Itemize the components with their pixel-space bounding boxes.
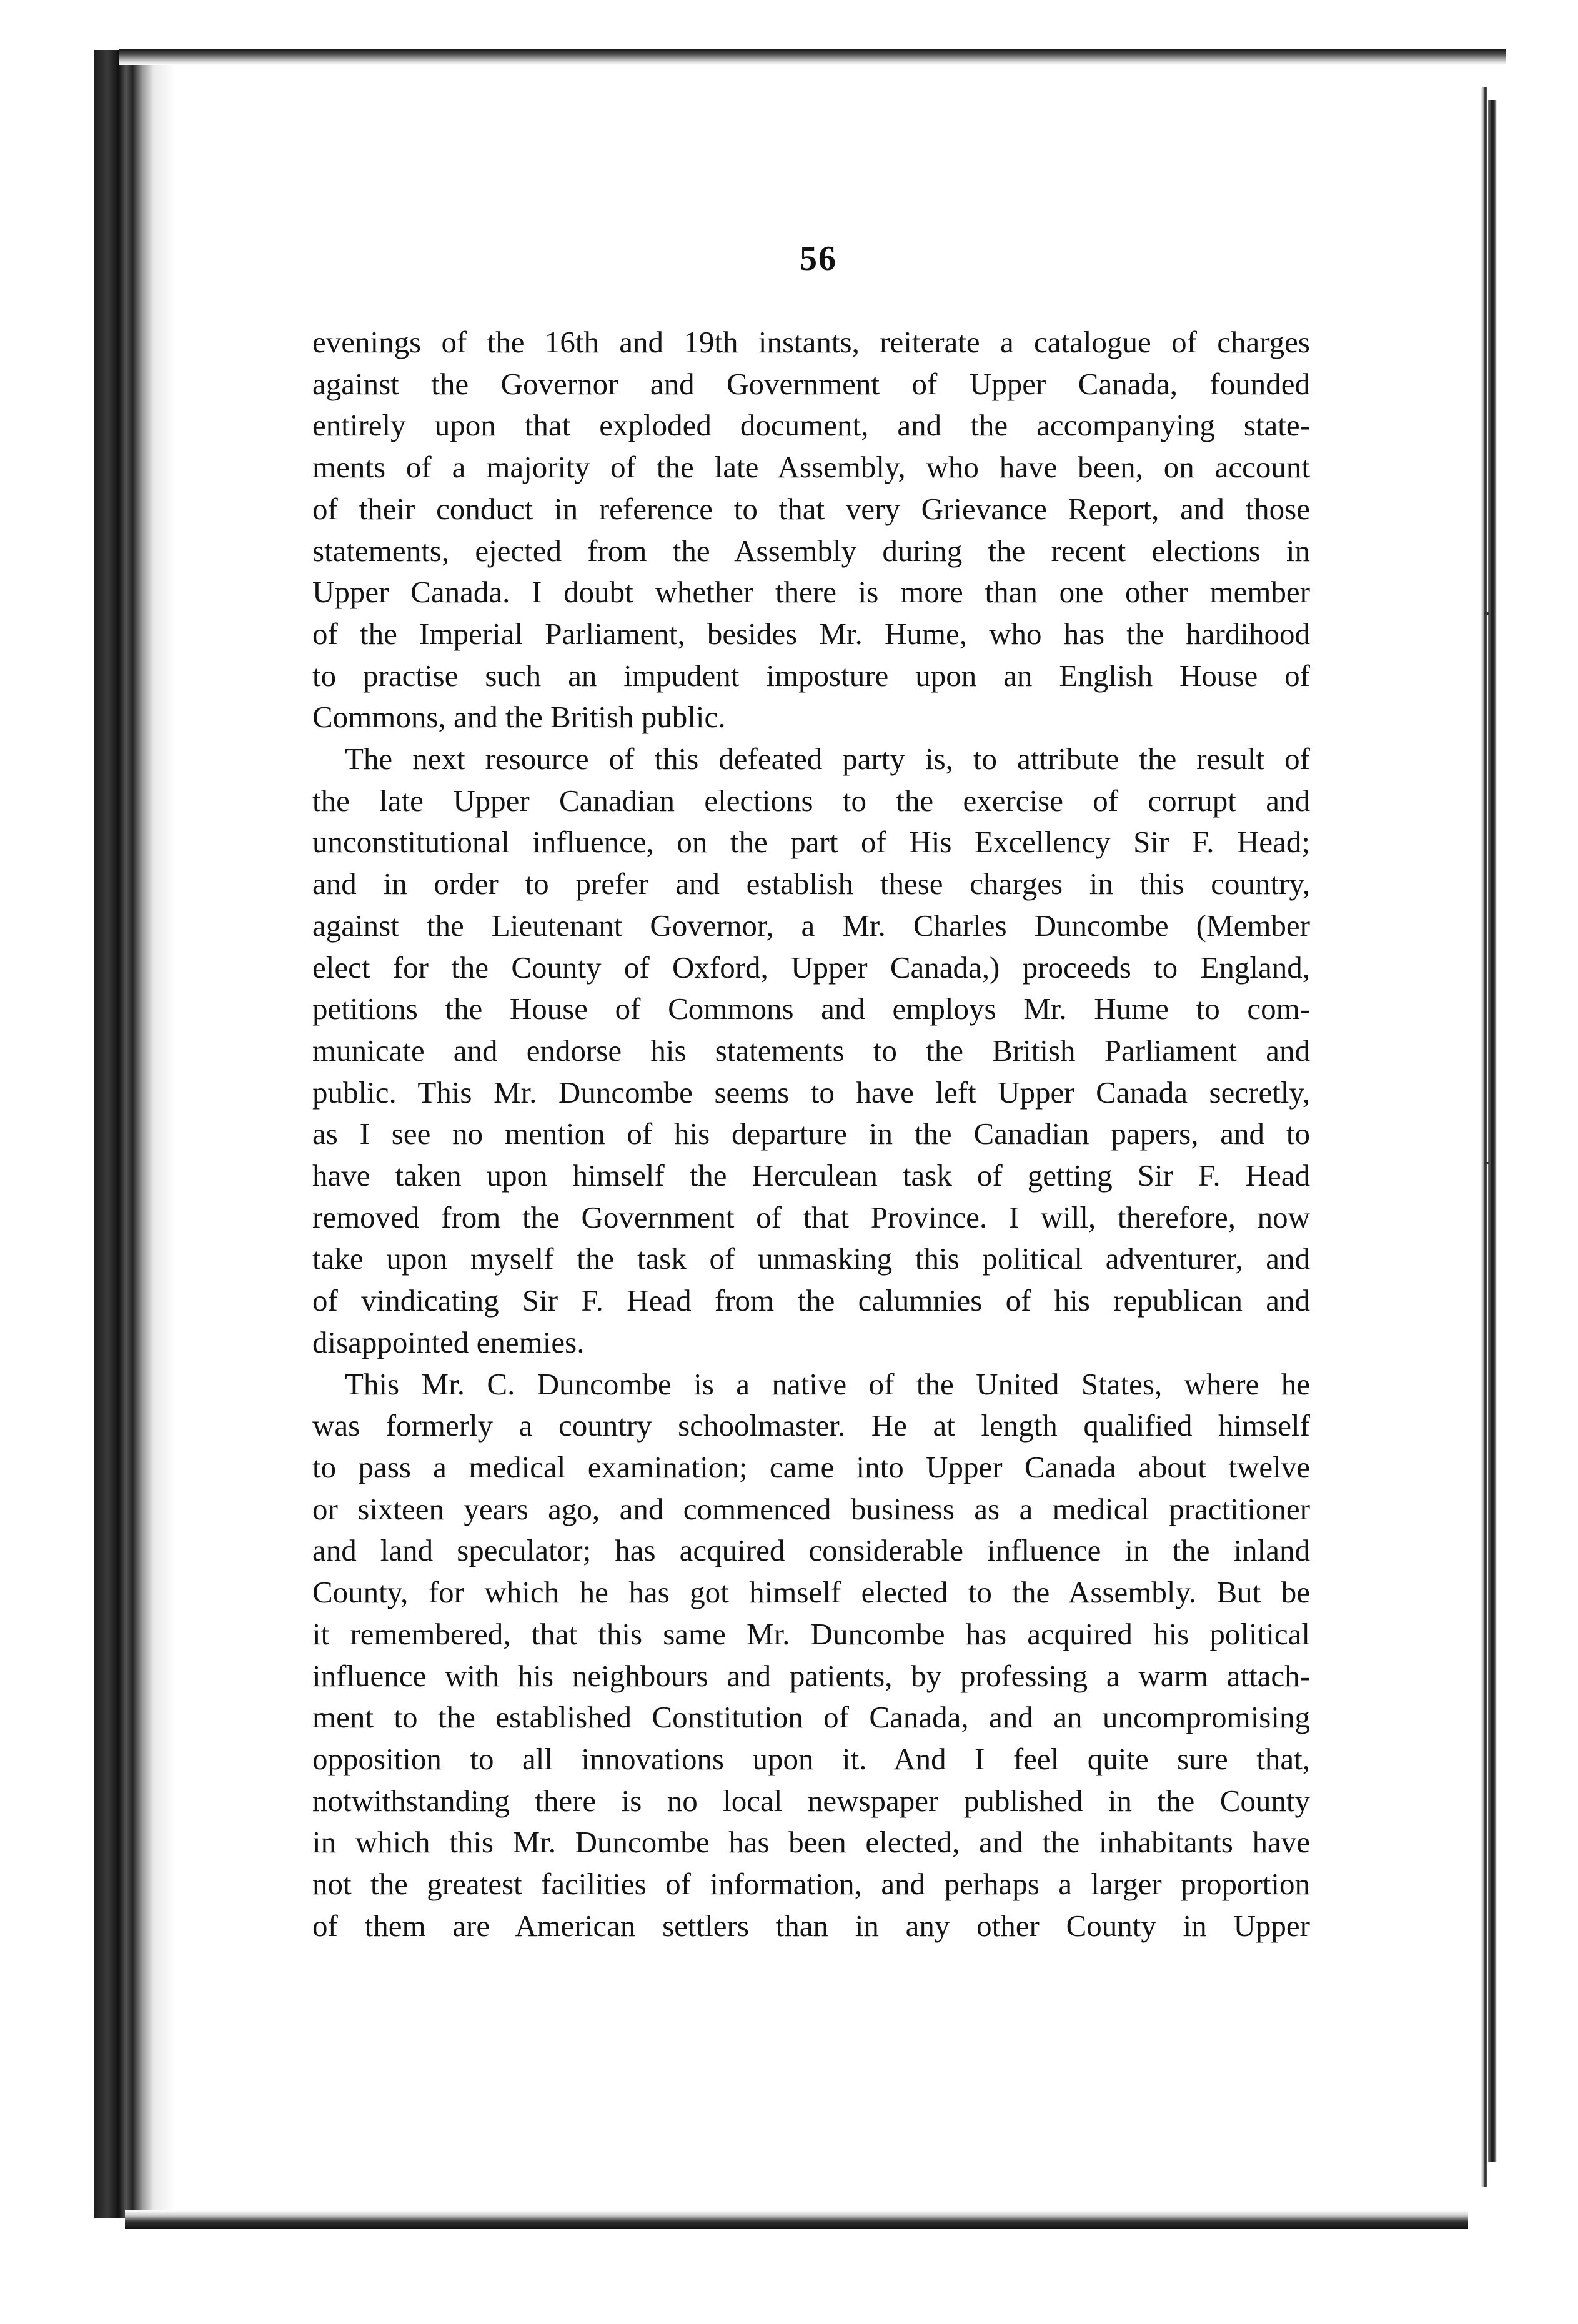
text-line: municate and endorse his statements to the British Parliament and bbox=[312, 1033, 1310, 1068]
book-page bbox=[312, 225, 1324, 1987]
text-line: was formerly a country schoolmaster. He at length qualified himself bbox=[312, 1408, 1310, 1443]
text-line: have taken upon himself the Herculean task of getting Sir F. Head bbox=[312, 1158, 1310, 1193]
page-bottom-edge bbox=[125, 2210, 1468, 2229]
text-line: County, for which he has got himself elected to the Assembly. But be bbox=[312, 1575, 1310, 1610]
text-line: it remembered, that this same Mr. Duncombe has acquired his political bbox=[312, 1616, 1310, 1651]
text-line: to practise such an impudent imposture upon an English House of bbox=[312, 658, 1310, 693]
text-line: of them are American settlers than in any other County in Upper bbox=[312, 1908, 1310, 1943]
book-spine-shadow bbox=[94, 50, 175, 2218]
text-line: evenings of the 16th and 19th instants, reiterate a catalogue of charges bbox=[312, 325, 1310, 359]
paragraph-2 bbox=[312, 738, 1310, 1364]
text-line: elect for the County of Oxford, Upper Canada,) proceeds to England, bbox=[312, 950, 1310, 985]
text-line: unconstitutional influence, on the part of His Excellency Sir F. Head; bbox=[312, 825, 1310, 860]
text-line: and land speculator; has acquired considerable influence in the inland bbox=[312, 1533, 1310, 1568]
text-line: Commons, and the British public. bbox=[312, 700, 726, 735]
text-line: not the greatest facilities of information, and perhaps a larger proportion bbox=[312, 1867, 1310, 1902]
text-line: ment to the established Constitution of Canada, and an uncompromising bbox=[312, 1700, 1310, 1735]
text-line: influence with his neighbours and patients, by professing a warm attach- bbox=[312, 1658, 1310, 1693]
paragraph-1 bbox=[312, 322, 1310, 738]
text-line: of the Imperial Parliament, besides Mr. Hume, who has the hardihood bbox=[312, 616, 1310, 651]
text-line: the late Upper Canadian elections to the exercise of corrupt and bbox=[312, 783, 1310, 818]
text-line: as I see no mention of his departure in the Canadian papers, and to bbox=[312, 1116, 1310, 1151]
text-line: take upon myself the task of unmasking this political adventurer, and bbox=[312, 1241, 1310, 1276]
text-line: The next resource of this defeated party is, to attribute the result of bbox=[345, 742, 1310, 777]
text-line: Upper Canada. I doubt whether there is more than one other member bbox=[312, 575, 1310, 610]
text-line: statements, ejected from the Assembly during the recent elections in bbox=[312, 533, 1310, 568]
text-line: to pass a medical examination; came into Upper Canada about twelve bbox=[312, 1449, 1310, 1484]
text-line: disappointed enemies. bbox=[312, 1324, 585, 1359]
text-line: This Mr. C. Duncombe is a native of the United States, where he bbox=[345, 1366, 1310, 1401]
body-text bbox=[312, 322, 1310, 1947]
page-number: 56 bbox=[800, 239, 837, 278]
text-line: notwithstanding there is no local newspaper published in the County bbox=[312, 1783, 1310, 1818]
text-line: of vindicating Sir F. Head from the calumnies of his republican and bbox=[312, 1283, 1310, 1318]
text-line: or sixteen years ago, and commenced business as a medical practitioner bbox=[312, 1491, 1310, 1526]
text-line: petitions the House of Commons and employs Mr. Hume to com- bbox=[312, 991, 1310, 1026]
next-leaf-edge bbox=[1488, 100, 1497, 2162]
text-line: in which this Mr. Duncombe has been elected, and the inhabitants have bbox=[312, 1825, 1310, 1860]
text-line: and in order to prefer and establish these charges in this country, bbox=[312, 867, 1310, 901]
text-line: entirely upon that exploded document, and the accompanying state- bbox=[312, 408, 1310, 443]
edge-mark bbox=[1484, 1162, 1489, 1164]
text-line: removed from the Government of that Province. I will, therefore, now bbox=[312, 1199, 1310, 1234]
page-top-edge bbox=[119, 49, 1506, 65]
text-line: public. This Mr. Duncombe seems to have left Upper Canada secretly, bbox=[312, 1075, 1310, 1110]
text-line: against the Lieutenant Governor, a Mr. Charles Duncombe (Member bbox=[312, 908, 1310, 943]
text-line: ments of a majority of the late Assembly, who have been, on account bbox=[312, 450, 1310, 485]
text-line: of their conduct in reference to that very Grievance Report, and those bbox=[312, 491, 1310, 526]
paragraph-3 bbox=[312, 1364, 1310, 1947]
text-line: against the Governor and Government of Upper Canada, founded bbox=[312, 366, 1310, 401]
page-right-edge bbox=[1481, 87, 1487, 2187]
edge-mark bbox=[1484, 612, 1489, 615]
text-line: opposition to all innovations upon it. And I feel quite sure that, bbox=[312, 1741, 1310, 1776]
